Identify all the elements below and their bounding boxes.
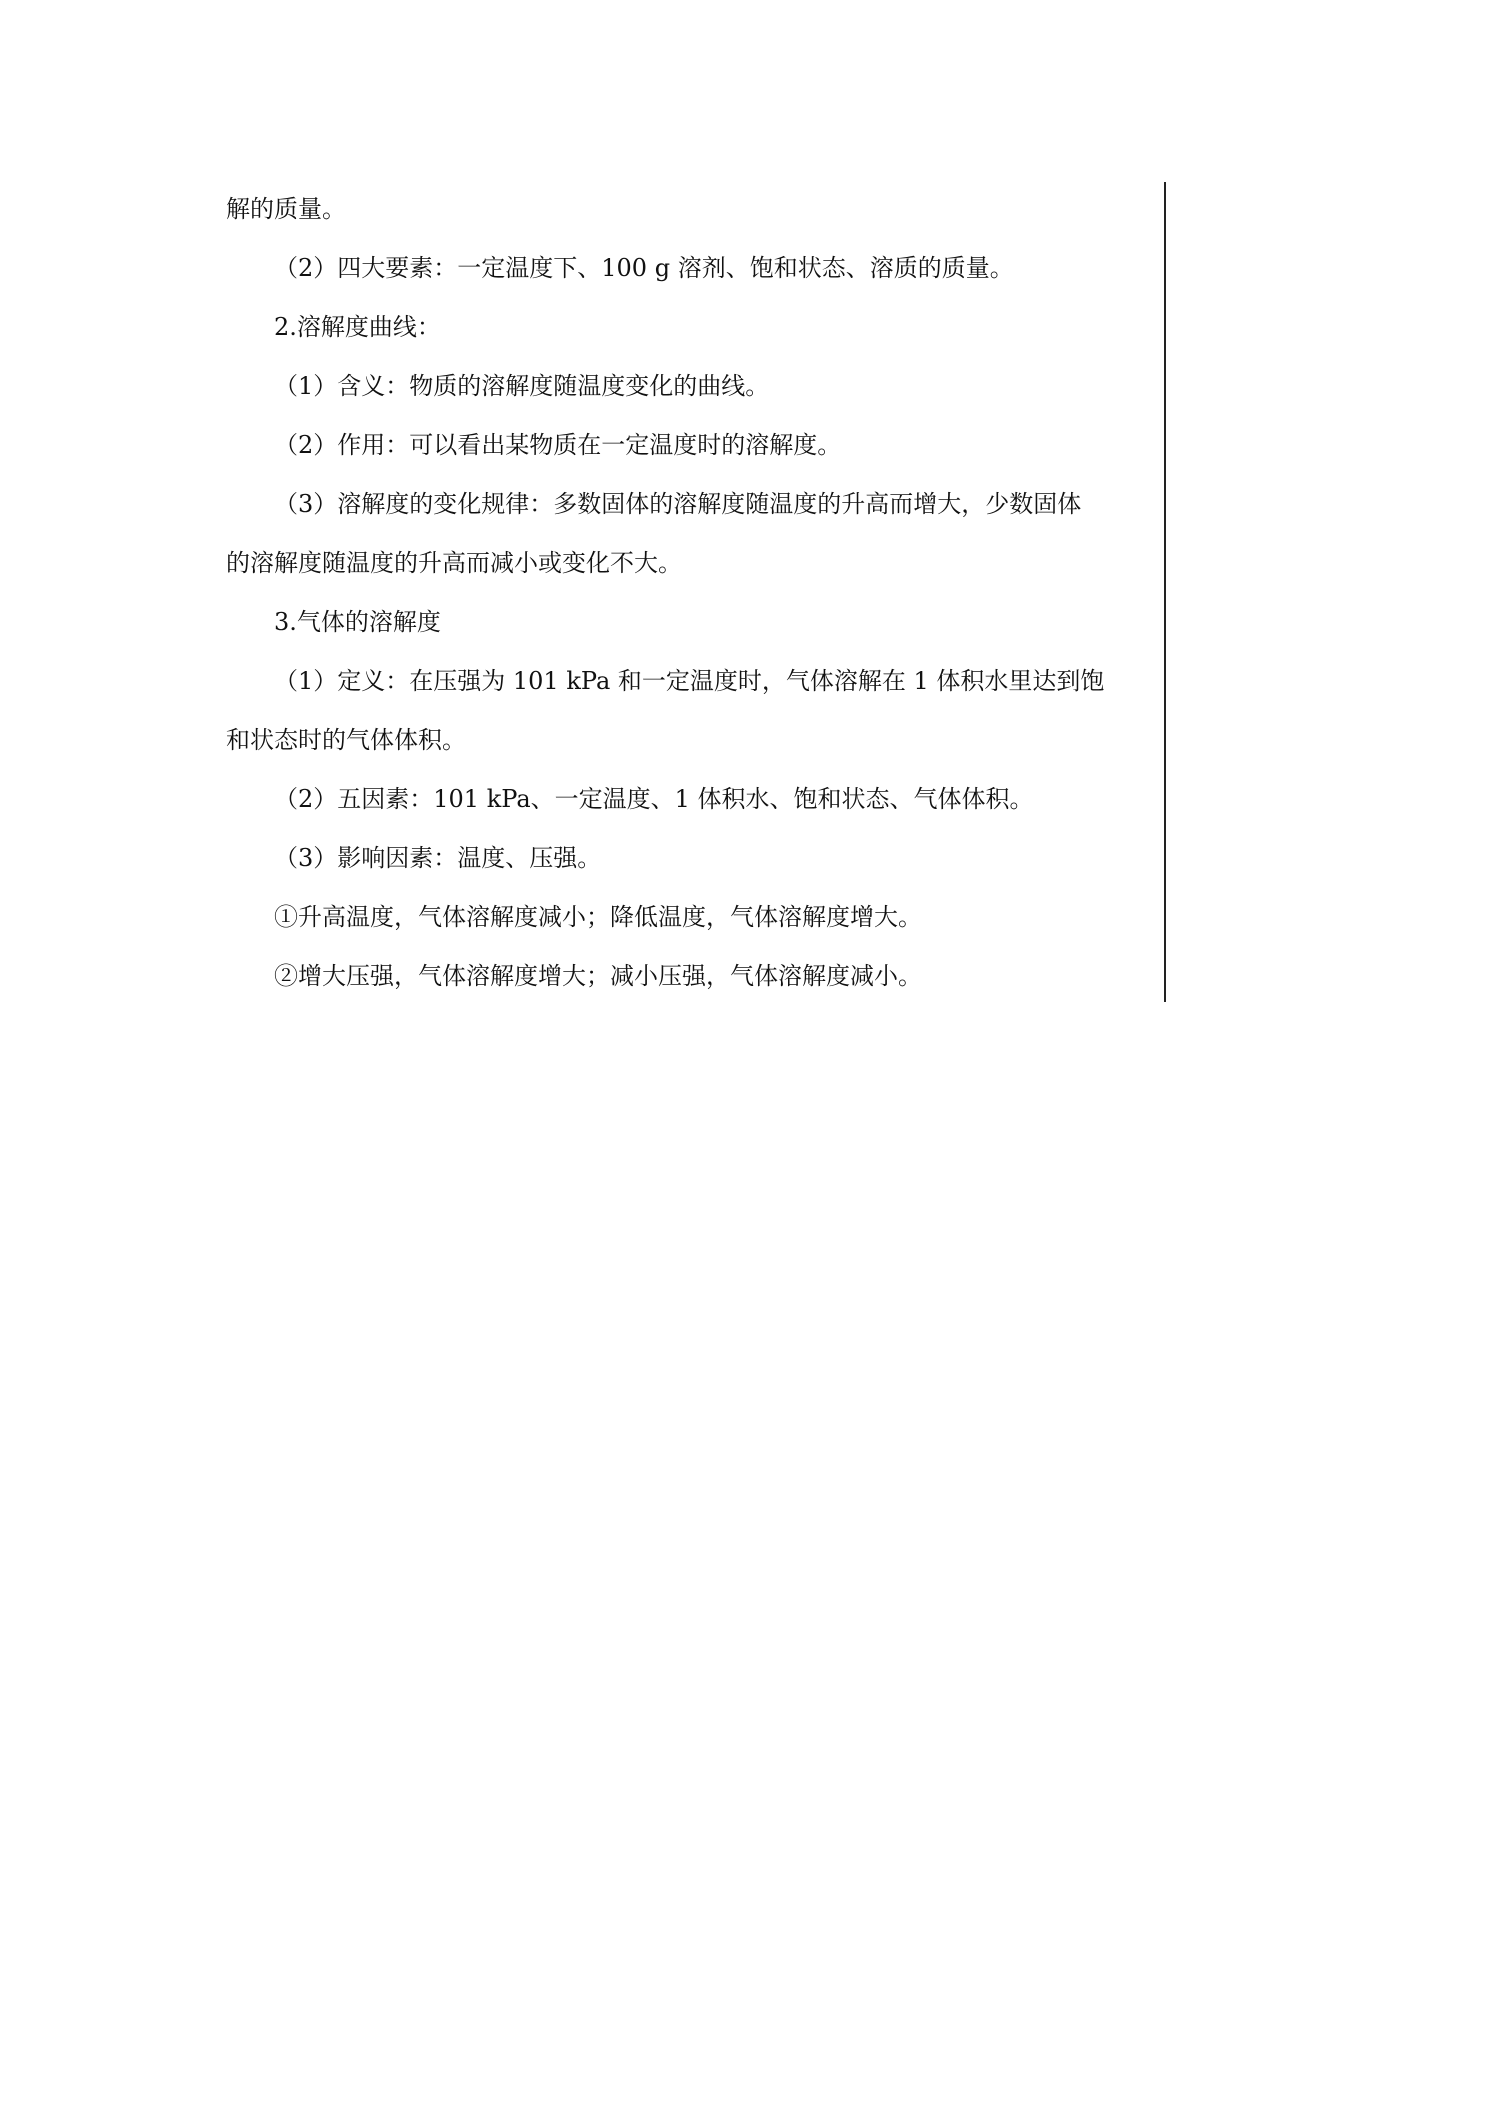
paragraph-gas-definition: （1）定义：在压强为 101 kPa 和一定温度时，气体溶解在 1 体积水里达到饱	[274, 667, 1105, 695]
paragraph-gas-definition-cont: 和状态时的气体体积。	[226, 726, 466, 754]
paragraph-curve-meaning: （1）含义：物质的溶解度随温度变化的曲线。	[274, 372, 770, 400]
paragraph-continuation: 解的质量。	[226, 195, 346, 223]
document-body	[226, 180, 1156, 1006]
paragraph-four-elements: （2）四大要素：一定温度下、100 g 溶剂、饱和状态、溶质的质量。	[274, 254, 1014, 282]
heading-gas-solubility: 3.气体的溶解度	[274, 608, 441, 636]
paragraph-influencing-factors: （3）影响因素：温度、压强。	[274, 844, 602, 872]
paragraph-solubility-rule-cont: 的溶解度随温度的升高而减小或变化不大。	[226, 549, 682, 577]
paragraph-five-factors: （2）五因素：101 kPa、一定温度、1 体积水、饱和状态、气体体积。	[274, 785, 1034, 813]
paragraph-temperature-effect: ①升高温度，气体溶解度减小；降低温度，气体溶解度增大。	[274, 903, 922, 931]
table-right-border	[1164, 182, 1166, 1002]
paragraph-pressure-effect: ②增大压强，气体溶解度增大；减小压强，气体溶解度减小。	[274, 962, 922, 990]
heading-solubility-curve: 2.溶解度曲线：	[274, 313, 441, 341]
paragraph-curve-use: （2）作用：可以看出某物质在一定温度时的溶解度。	[274, 431, 842, 459]
paragraph-solubility-rule: （3）溶解度的变化规律：多数固体的溶解度随温度的升高而增大，少数固体	[274, 490, 1082, 518]
